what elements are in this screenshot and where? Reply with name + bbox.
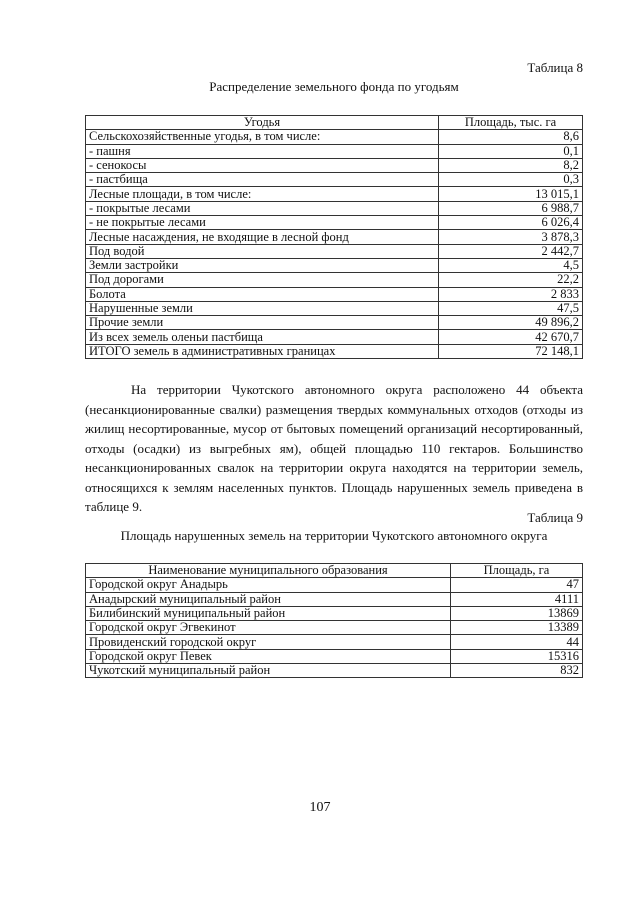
table9	[85, 563, 583, 678]
row-value: 8,2	[439, 158, 583, 172]
row-label: Под дорогами	[86, 273, 439, 287]
row-value: 2 442,7	[439, 244, 583, 258]
table-row	[86, 330, 583, 344]
table-row	[86, 316, 583, 330]
row-label: Земли застройки	[86, 258, 439, 272]
table-header-row	[86, 116, 583, 130]
table8-label: Таблица 8	[527, 60, 583, 75]
table8-title: Распределение земельного фонда по угодьям	[209, 79, 459, 94]
row-label: Анадырский муниципальный район	[86, 592, 451, 606]
row-label: Под водой	[86, 244, 439, 258]
table-row	[86, 258, 583, 272]
table-row	[86, 606, 583, 620]
table-row	[86, 230, 583, 244]
table-row	[86, 578, 583, 592]
table8	[85, 115, 583, 359]
table-row	[86, 173, 583, 187]
row-value: 4111	[451, 592, 583, 606]
table-row	[86, 201, 583, 215]
row-value: 47	[451, 578, 583, 592]
row-value: 44	[451, 635, 583, 649]
table9-label: Таблица 9	[527, 510, 583, 525]
row-value: 13 015,1	[439, 187, 583, 201]
table-row	[86, 635, 583, 649]
table-row	[86, 158, 583, 172]
row-value: 0,3	[439, 173, 583, 187]
table-row	[86, 273, 583, 287]
row-label: - не покрытые лесами	[86, 216, 439, 230]
row-label: Чукотский муниципальный район	[86, 664, 451, 678]
row-label: Провиденский городской округ	[86, 635, 451, 649]
column-header: Угодья	[86, 116, 439, 130]
row-label: - покрытые лесами	[86, 201, 439, 215]
row-label: Городской округ Анадырь	[86, 578, 451, 592]
row-label: Прочие земли	[86, 316, 439, 330]
row-label: Нарушенные земли	[86, 301, 439, 315]
column-header: Наименование муниципального образования	[86, 564, 451, 578]
table-row	[86, 244, 583, 258]
row-label: Городской округ Эгвекинот	[86, 621, 451, 635]
column-header: Площадь, тыс. га	[439, 116, 583, 130]
row-value: 2 833	[439, 287, 583, 301]
row-value: 47,5	[439, 301, 583, 315]
row-value: 13869	[451, 606, 583, 620]
row-value: 4,5	[439, 258, 583, 272]
row-value: 6 026,4	[439, 216, 583, 230]
table-row	[86, 664, 583, 678]
row-value: 22,2	[439, 273, 583, 287]
body-paragraph	[85, 380, 583, 517]
table-row	[86, 130, 583, 144]
table-header-row	[86, 564, 583, 578]
row-value: 72 148,1	[439, 344, 583, 358]
table-row	[86, 344, 583, 358]
row-value: 15316	[451, 649, 583, 663]
row-label: ИТОГО земель в административных границах	[86, 344, 439, 358]
row-value: 8,6	[439, 130, 583, 144]
row-label: Сельскохозяйственные угодья, в том числе:	[86, 130, 439, 144]
row-label: Лесные площади, в том числе:	[86, 187, 439, 201]
row-label: Лесные насаждения, не входящие в лесной фонд	[86, 230, 439, 244]
row-value: 6 988,7	[439, 201, 583, 215]
column-header: Площадь, га	[451, 564, 583, 578]
table-row	[86, 621, 583, 635]
row-value: 42 670,7	[439, 330, 583, 344]
table-row	[86, 187, 583, 201]
table-row	[86, 144, 583, 158]
row-label: - пастбища	[86, 173, 439, 187]
row-label: Болота	[86, 287, 439, 301]
row-label: Из всех земель оленьи пастбища	[86, 330, 439, 344]
table-row	[86, 216, 583, 230]
row-value: 49 896,2	[439, 316, 583, 330]
row-value: 3 878,3	[439, 230, 583, 244]
row-label: Билибинский муниципальный район	[86, 606, 451, 620]
paragraph-text: На территории Чукотского автономного округа расположено 44 объекта (несанкционированные свалки) размещения твердых коммунальных отходов (отходы из жилищ несортированные, мусор от бытовых помещений организаций несортированный, отходы (осадки) из выгребных ям), общей площадью 110 гектаров. Большинство несанкционированных свалок на территории округа находятся на территории земель, относящихся к землям населенных пунктов. Площадь нарушенных земель приведена в таблице 9.	[85, 382, 583, 514]
page-number: 107	[309, 800, 331, 815]
row-value: 13389	[451, 621, 583, 635]
table-row	[86, 301, 583, 315]
row-value: 0,1	[439, 144, 583, 158]
table-row	[86, 287, 583, 301]
row-label: - сенокосы	[86, 158, 439, 172]
table9-title: Площадь нарушенных земель на территории Чукотского автономного округа	[120, 528, 548, 543]
row-label: - пашня	[86, 144, 439, 158]
row-value: 832	[451, 664, 583, 678]
table-row	[86, 649, 583, 663]
row-label: Городской округ Певек	[86, 649, 451, 663]
table-row	[86, 592, 583, 606]
